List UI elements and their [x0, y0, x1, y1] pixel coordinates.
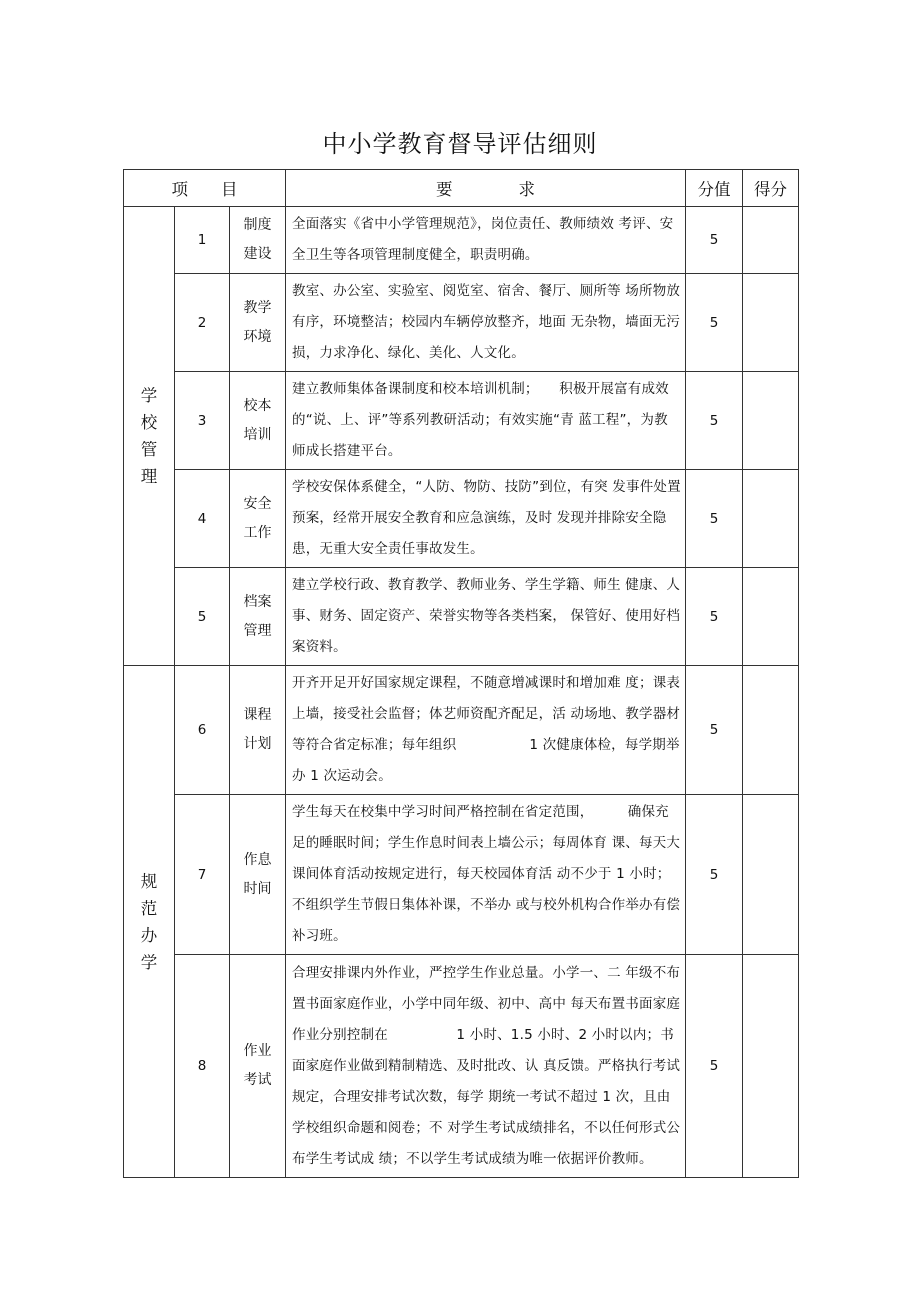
sub-item — [230, 470, 286, 568]
score-cell[interactable] — [743, 372, 799, 470]
table-row — [124, 470, 799, 568]
category-char: 学 — [140, 386, 158, 405]
row-number: 7 — [175, 795, 230, 955]
sub-item — [230, 274, 286, 372]
sub-item-line: 环境 — [243, 328, 272, 345]
sub-item — [230, 955, 286, 1178]
points-value: 5 — [686, 795, 743, 955]
document-title: 中小学教育督导评估细则 — [322, 130, 598, 158]
evaluation-table — [123, 169, 799, 1178]
row-number: 1 — [175, 207, 230, 274]
header-row — [124, 170, 799, 207]
sub-item — [230, 207, 286, 274]
sub-item-line: 作业 — [243, 1043, 272, 1059]
score-cell[interactable] — [743, 666, 799, 795]
category-regulated-schooling — [124, 666, 175, 1178]
points-value: 5 — [686, 372, 743, 470]
header-requirement — [286, 170, 686, 207]
row-number: 4 — [175, 470, 230, 568]
header-score: 得分 — [743, 170, 799, 207]
category-school-management — [124, 207, 175, 666]
sub-item-line: 管理 — [243, 622, 272, 639]
sub-item — [230, 372, 286, 470]
points-value: 5 — [686, 955, 743, 1178]
points-value: 5 — [686, 274, 743, 372]
sub-item — [230, 795, 286, 955]
sub-item — [230, 568, 286, 666]
sub-item-line: 制度 — [243, 217, 272, 233]
table-row — [124, 372, 799, 470]
requirement-text: 开齐开足开好国家规定课程，不随意增减课时和增加难 度；课表上墙，接受社会监督；体艺师资配齐配足，活 动场地、教学器材等符合省定标准；每年组织 1 次健康体检，每学期举办 1 次运动会。 — [286, 666, 686, 795]
requirement-text: 教室、办公室、实验室、阅览室、宿舍、餐厅、厕所等 场所物放有序，环境整洁；校园内车辆停放整齐，地面 无杂物，墙面无污损，力求净化、绿化、美化、人文化。 — [286, 274, 686, 372]
category-char: 校 — [140, 413, 158, 432]
table-row — [124, 274, 799, 372]
table-row — [124, 568, 799, 666]
header-requirement-label: 要 求 — [436, 180, 536, 199]
sub-item-line: 计划 — [243, 736, 272, 752]
sub-item — [230, 666, 286, 795]
requirement-text: 建立教师集体备课制度和校本培训机制； 积极开展富有成效的“说、上、评”等系列教研活动；有效实施“青 蓝工程”，为教师成长搭建平台。 — [286, 372, 686, 470]
header-item — [124, 170, 286, 207]
table-row — [124, 955, 799, 1178]
score-cell[interactable] — [743, 470, 799, 568]
requirement-text: 学校安保体系健全，“人防、物防、技防”到位，有突 发事件处置预案，经常开展安全教育和应急演练，及时 发现并排除安全隐患，无重大安全责任事故发生。 — [286, 470, 686, 568]
row-number: 6 — [175, 666, 230, 795]
row-number: 8 — [175, 955, 230, 1178]
category-char: 学 — [140, 952, 158, 972]
sub-item-line: 工作 — [243, 524, 272, 541]
row-number: 5 — [175, 568, 230, 666]
sub-item-line: 档案 — [243, 593, 272, 610]
points-value: 5 — [686, 207, 743, 274]
sub-item-line: 时间 — [243, 880, 272, 897]
header-item-label: 项 目 — [171, 180, 238, 199]
score-cell[interactable] — [743, 955, 799, 1178]
category-char: 规 — [140, 871, 158, 891]
sub-item-line: 教学 — [243, 299, 272, 316]
requirement-text: 学生每天在校集中学习时间严格控制在省定范围， 确保充足的睡眠时间；学生作息时间表上墙公示；每周体育 课、每天大课间体育活动按规定进行，每天校园体育活 动不少于 1 小时；不组织学生节假日集体补课，不举办 或与校外机构合作举办有偿补习班。 — [286, 795, 686, 955]
sub-item-line: 作息 — [243, 851, 272, 868]
requirement-text: 合理安排课内外作业，严控学生作业总量。小学一、二 年级不布置书面家庭作业，小学中同年级、初中、高中 每天布置书面家庭作业分别控制在 1 小时、1.5 小时、2 小时以内；书面家庭作业做到精制精选、及时批改、认 真反馈。严格执行考试规定，合理安排考试次数，每学 期统一考试不超过 1 次，且由学校组织命题和阅卷；不 对学生考试成绩排名，不以任何形式公布学生考试成 绩；不以学生考试成绩为唯一依据评价教师。 — [286, 955, 686, 1178]
row-number: 3 — [175, 372, 230, 470]
category-char: 管 — [140, 440, 158, 459]
score-cell[interactable] — [743, 207, 799, 274]
sub-item-line: 校本 — [243, 397, 272, 414]
category-char: 办 — [140, 925, 158, 945]
points-value: 5 — [686, 666, 743, 795]
score-cell[interactable] — [743, 568, 799, 666]
score-cell[interactable] — [743, 795, 799, 955]
points-value: 5 — [686, 470, 743, 568]
table-row — [124, 207, 799, 274]
requirement-text: 建立学校行政、教育教学、教师业务、学生学籍、师生 健康、人事、财务、固定资产、荣誉实物等各类档案， 保管好、使用好档案资料。 — [286, 568, 686, 666]
score-cell[interactable] — [743, 274, 799, 372]
sub-item-line: 建设 — [243, 246, 272, 262]
points-value: 5 — [686, 568, 743, 666]
requirement-text: 全面落实《省中小学管理规范》，岗位责任、教师绩效 考评、安全卫生等各项管理制度健全，职责明确。 — [286, 207, 686, 274]
sub-item-line: 课程 — [243, 707, 272, 723]
table-row — [124, 666, 799, 795]
header-points: 分值 — [686, 170, 743, 207]
category-char: 理 — [140, 467, 158, 486]
sub-item-line: 考试 — [243, 1072, 272, 1088]
sub-item-line: 培训 — [243, 426, 272, 443]
table-row — [124, 795, 799, 955]
row-number: 2 — [175, 274, 230, 372]
sub-item-line: 安全 — [243, 495, 272, 512]
category-char: 范 — [140, 898, 158, 918]
